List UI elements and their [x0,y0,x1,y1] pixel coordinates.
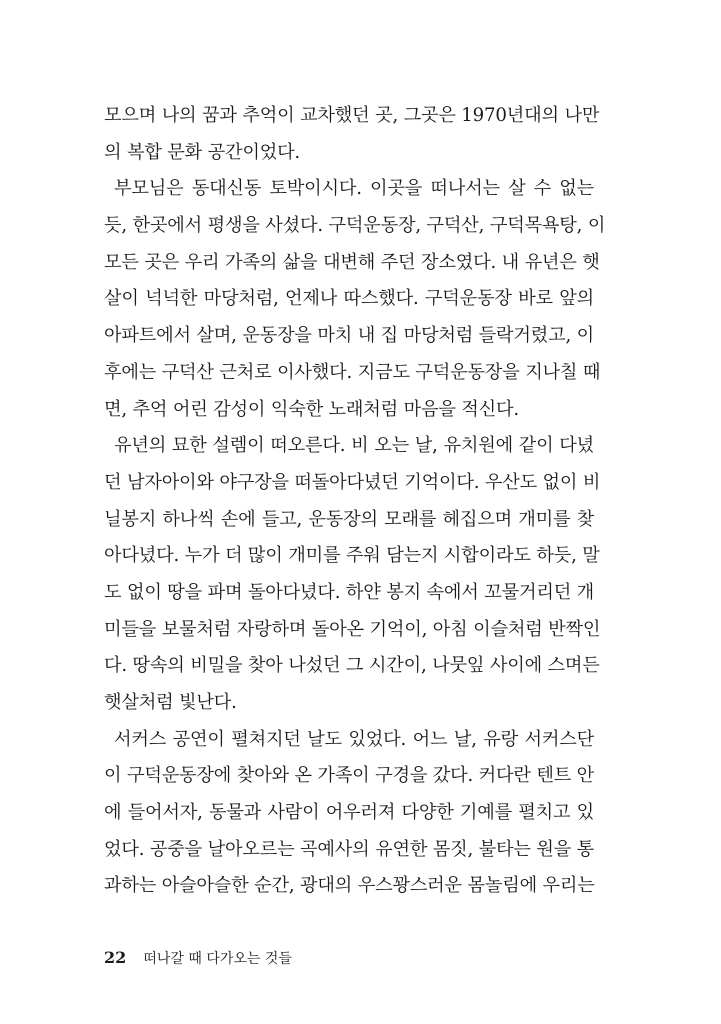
body-text [104,98,606,905]
text-line: 면, 추억 어린 감성이 익숙한 노래처럼 마음을 적신다. [104,398,519,420]
text-line: 모으며 나의 꿈과 추억이 교차했던 곳, 그곳은 1970년대의 나만 [104,105,600,126]
text-line: 유년의 묘한 설렘이 떠오른다. 비 오는 날, 유치원에 같이 다녔 [114,435,594,457]
text-line: 이 구덕운동장에 찾아와 온 가족이 구경을 갔다. 커다란 텐트 안 [104,765,595,787]
text-line: 부모님은 동대신동 토박이시다. 이곳을 떠나서는 살 수 없는 [114,178,594,200]
text-line: 과하는 아슬아슬한 순간, 광대의 우스꽝스러운 몸놀림에 우리는 [104,875,595,897]
text-line: 미들을 보물처럼 자랑하며 돌아온 기억이, 아침 이슬처럼 반짝인 [104,618,601,640]
text-line: 후에는 구덕산 근처로 이사했다. 지금도 구덕운동장을 지나칠 때 [104,361,601,383]
text-line: 아파트에서 살며, 운동장을 마치 내 집 마당처럼 들락거렸고, 이 [104,325,595,347]
page-number: 22 [104,948,127,967]
text-line: 햇살처럼 빛난다. [104,692,237,713]
text-line: 에 들어서자, 동물과 사람이 어우러져 다양한 기예를 펼치고 있 [104,802,594,824]
text-line: 도 없이 땅을 파며 돌아다녔다. 하얀 봉지 속에서 꼬물거리던 개 [104,581,595,603]
text-line: 닐봉지 하나씩 손에 들고, 운동장의 모래를 헤집으며 개미를 찾 [104,508,594,530]
running-title: 떠나갈 때 다가오는 것들 [143,951,292,967]
text-line: 의 복합 문화 공간이었다. [104,141,301,163]
text-line: 었다. 공중을 날아오르는 곡예사의 유연한 몸짓, 불타는 원을 통 [104,838,595,860]
text-line: 살이 넉넉한 마당처럼, 언제나 따스했다. 구덕운동장 바로 앞의 [104,288,594,310]
page-footer [104,947,292,969]
text-line: 모든 곳은 우리 가족의 삶을 대변해 주던 장소였다. 내 유년은 햇 [104,251,600,273]
text-line: 아다녔다. 누가 더 많이 개미를 주워 담는지 시합이라도 하듯, 말 [104,545,600,567]
text-line: 던 남자아이와 야구장을 떠돌아다녔던 기억이다. 우산도 없이 비 [104,471,601,493]
text-line: 다. 땅속의 비밀을 찾아 나섰던 그 시간이, 나뭇잎 사이에 스며든 [104,655,600,677]
text-line: 듯, 한곳에서 평생을 사셨다. 구덕운동장, 구덕산, 구덕목욕탕, 이 [104,215,606,237]
text-line: 서커스 공연이 펼쳐지던 날도 있었다. 어느 날, 유랑 서커스단 [114,728,594,750]
